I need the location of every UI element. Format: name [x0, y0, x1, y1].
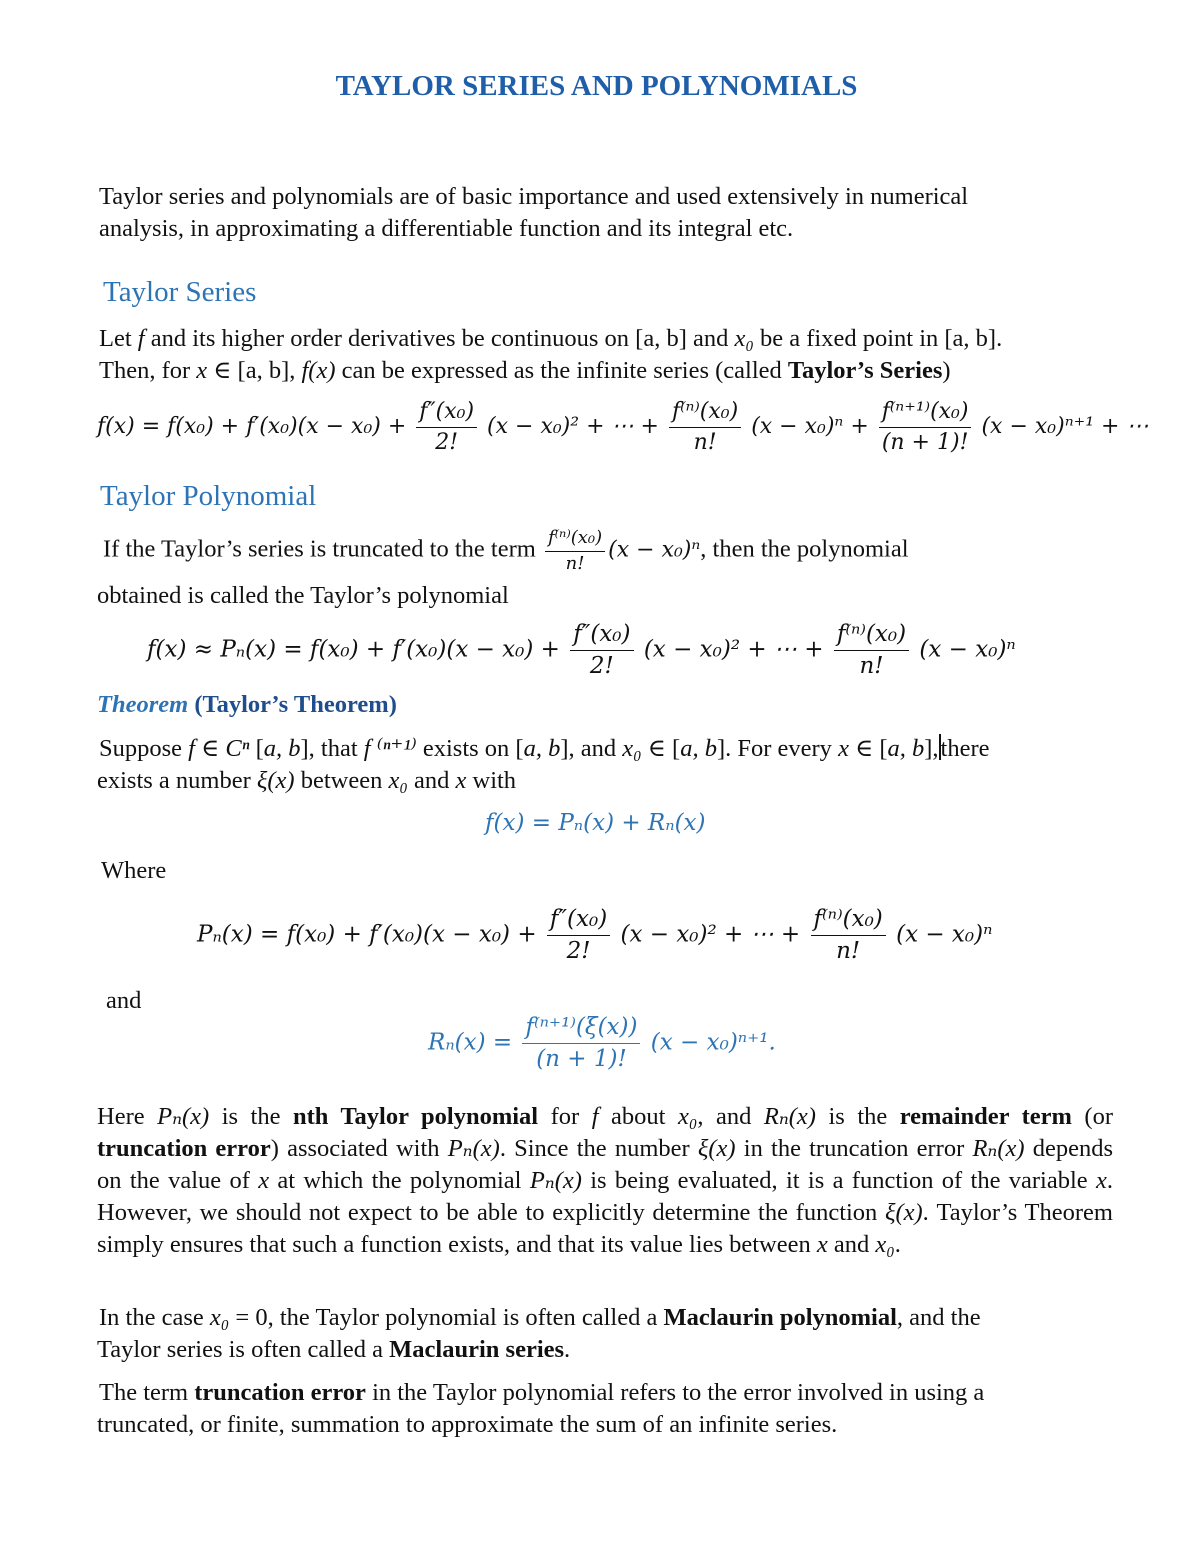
theorem-heading: Theorem (Taylor’s Theorem): [97, 691, 397, 718]
equation-taylor-theorem: f(x) = Pₙ(x) + Rₙ(x): [485, 810, 706, 836]
maclaurin-line-1: In the case x₀ = 0, the Taylor polynomial is often called a Maclaurin polynomial, and the: [99, 1304, 981, 1331]
equation-taylor-series: f(x) = f(x₀) + f′(x₀)(x − x₀) + $\frac{\text{f″(x₀)}}{2!}$ (x − x₀)² + ⋯ + $\frac{\text{f⁽ⁿ⁾(x₀)}}{n!}$ (x − x₀)ⁿ + $\frac{\text{f⁽ⁿ⁺¹⁾(x₀)}}{(n + 1)!}$ (x − x₀)ⁿ⁺¹ + ⋯: [97, 399, 1149, 455]
page-title: TAYLOR SERIES AND POLYNOMIALS: [335, 70, 858, 102]
taylor-series-line-1: Let f and its higher order derivatives be continuous on [a, b] and x₀ be a fixed point in [a, b].: [99, 325, 1003, 352]
intro-line-1: Taylor series and polynomials are of basic importance and used extensively in numerical: [99, 183, 969, 210]
label-and: and: [106, 987, 142, 1014]
theorem-line-2: exists a number ξ(x) between x₀ and x with: [97, 767, 517, 794]
intro-line-2: analysis, in approximating a differentiable function and its integral etc.: [99, 215, 794, 242]
equation-taylor-polynomial: f(x) ≈ Pₙ(x) = f(x₀) + f′(x₀)(x − x₀) + $\frac{\text{f″(x₀)}}{2!}$ (x − x₀)² + ⋯ + $\frac{\text{f⁽ⁿ⁾(x₀)}}{n!}$ (x − x₀)ⁿ: [147, 621, 1016, 679]
explanation-paragraph: Here Pₙ(x) is the nth Taylor polynomial for f about x₀, and Rₙ(x) is the remainder term (or truncation error) associated with Pₙ(x). Since the number ξ(x) in the truncation error Rₙ(x) depends on the value of x at which the polynomial Pₙ(x) is being evaluated, it is a function of the variable x. However, we should not expect to be able to explicitly determine the function ξ(x). Taylor’s Theorem simply ensures that such a function exists, and that its value lies between x and x₀.: [97, 1103, 1114, 1258]
taylor-polynomial-line-2: obtained is called the Taylor’s polynomial: [97, 582, 509, 609]
heading-taylor-polynomial: Taylor Polynomial: [100, 480, 317, 512]
truncation-line-1: The term truncation error in the Taylor polynomial refers to the error involved in using a: [99, 1379, 985, 1406]
taylor-series-line-2: Then, for x ∈ [a, b], f(x) can be expressed as the infinite series (called Taylor’s Series): [99, 357, 951, 384]
heading-taylor-series: Taylor Series: [103, 276, 257, 308]
equation-pn: Pₙ(x) = f(x₀) + f′(x₀)(x − x₀) + $\frac{\text{f″(x₀)}}{2!}$ (x − x₀)² + ⋯ + $\frac{\text{f⁽ⁿ⁾(x₀)}}{n!}$ (x − x₀)ⁿ: [197, 906, 993, 964]
taylor-polynomial-line-1: If the Taylor’s series is truncated to the term $\frac{\text{f⁽ⁿ⁾(x₀)}}{n!}$ (x − x₀)ⁿ, then the polynomial: [103, 527, 909, 574]
equation-rn: Rₙ(x) = $\frac{\text{f⁽ⁿ⁺¹⁾(ξ(x))}}{(n + 1)!}$ (x − x₀)ⁿ⁺¹.: [428, 1014, 776, 1072]
maclaurin-line-2: Taylor series is often called a Maclaurin series.: [97, 1336, 571, 1363]
theorem-line-1: Suppose f ∈ Cⁿ [a, b], that f ⁽ⁿ⁺¹⁾ exists on [a, b], and x₀ ∈ [a, b]. For every x ∈ [a, b],there: [99, 735, 990, 762]
label-where: Where: [101, 857, 167, 884]
truncation-line-2: truncated, or finite, summation to approximate the sum of an infinite series.: [97, 1411, 838, 1438]
